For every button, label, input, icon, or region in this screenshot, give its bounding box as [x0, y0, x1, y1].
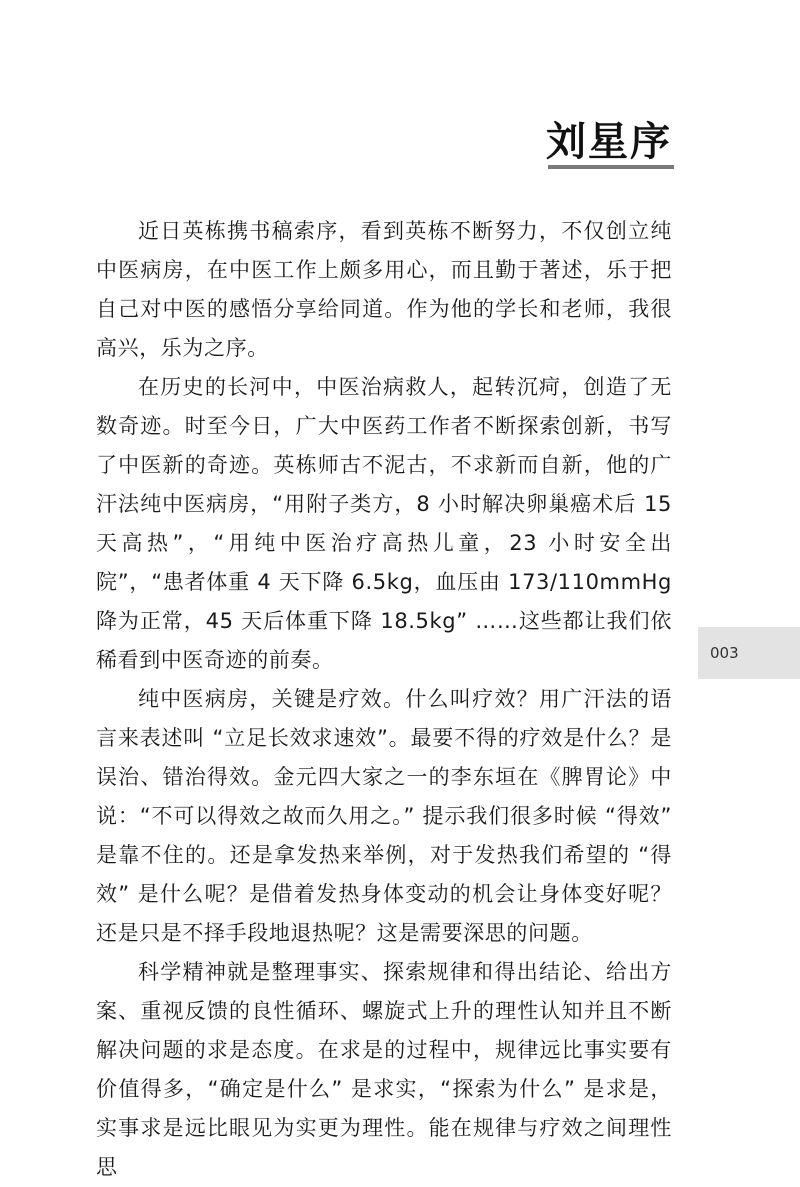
page-title: 刘星序: [546, 118, 672, 165]
paragraph-2: 在历史的长河中，中医治病救人，起转沉疴，创造了无数奇迹。时至今日，广大中医药工作者不断探索创新，书写了中医新的奇迹。英栋师古不泥古，不求新而自新，他的广汗法纯中医病房，“用附子类方，8 小时解决卵巢癌术后 15 天高热”，“用纯中医治疗高热儿童，23 小时安全出院”，“患者体重 4 天下降 6.5kg，血压由 173/110mmHg 降为正常，45 天后体重下降 18.5kg” ……这些都让我们依稀看到中医奇迹的前奏。: [96, 375, 672, 672]
paragraph-1: 近日英栋携书稿索序，看到英栋不断努力，不仅创立纯中医病房，在中医工作上颇多用心，而且勤于著述，乐于把自己对中医的感悟分享给同道。作为他的学长和老师，我很高兴，乐为之序。: [96, 219, 672, 360]
page-number: 003: [710, 644, 739, 662]
body-text: [96, 212, 672, 1187]
paragraph-3: 纯中医病房，关键是疗效。什么叫疗效？用广汗法的语言来表述叫 “立足长效求速效”。最要不得的疗效是什么？是误治、错治得效。金元四大家之一的李东垣在《脾胃论》中说：“不可以得效之故而久用之。” 提示我们很多时候 “得效” 是靠不住的。还是拿发热来举例，对于发热我们希望的 “得效” 是什么呢？是借着发热身体变动的机会让身体变好呢？还是只是不择手段地退热呢？这是需要深思的问题。: [96, 687, 672, 945]
paragraph-4: 科学精神就是整理事实、探索规律和得出结论、给出方案、重视反馈的良性循环、螺旋式上升的理性认知并且不断解决问题的求是态度。在求是的过程中，规律远比事实要有价值得多，“确定是什么” 是求实，“探索为什么” 是求是，实事求是远比眼见为实更为理性。能在规律与疗效之间理性思: [96, 960, 672, 1179]
title-underline: [548, 165, 674, 169]
page-number-tab: [698, 627, 800, 679]
